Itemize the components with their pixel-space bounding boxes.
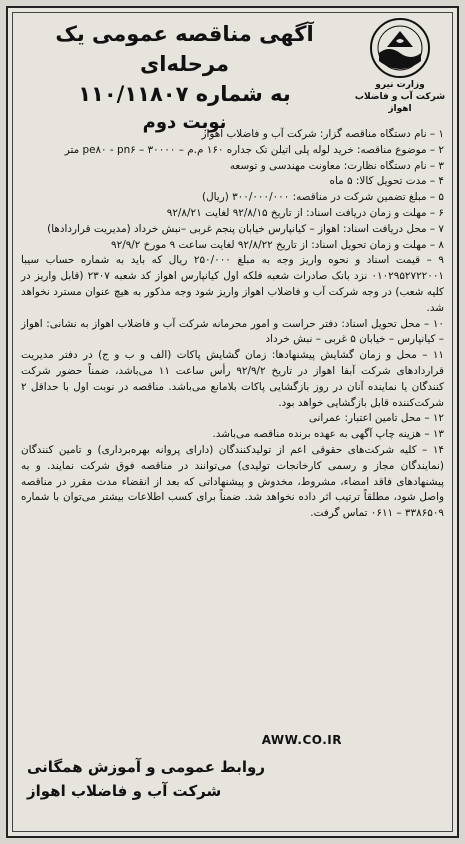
list-item: ۵ – مبلغ تضمین شرکت در مناقصه: ۳۰۰/۰۰۰/۰۰۰ (ریال) xyxy=(202,191,444,204)
list-item: ۷ – محل دریافت اسناد: اهواز – کیانپارس خیابان پنجم غربی –نبش خرداد (مدیریت قراردادها) xyxy=(47,222,444,235)
ministry-name: وزارت نیرو xyxy=(375,80,425,90)
advertisement-page xyxy=(6,6,459,838)
page-title: آگهی مناقصه عمومی یک مرحله‌ای xyxy=(55,22,314,76)
header xyxy=(13,13,452,133)
list-item: ۶ – مهلت و زمان دریافت اسناد: از تاریخ ۹۲/۸/۱۵ لغایت ۹۲/۸/۲۱ xyxy=(166,206,444,219)
company-city: اهواز xyxy=(388,104,412,114)
list-item: ۴ – مدت تحویل کالا: ۵ ماه xyxy=(329,175,444,188)
website-link[interactable]: AWW.CO.IR xyxy=(261,733,342,747)
list-item: ۲ – موضوع مناقصه: خرید لوله پلی اتیلن تک جداره ۱۶۰ م.م – pe۸۰ - pn۶ – ۳۰۰۰۰ متر xyxy=(64,143,444,156)
company-name: شرکت آب و فاضلاب xyxy=(354,92,446,102)
list-item: ۱۱ – محل و زمان گشایش پیشنهادها: زمان گشایش پاکات (الف و ب و ج) در دفتر مدیریت قراردادهای شرکت آبفا اهواز در تاریخ ۹۲/۹/۲ رأس ساعت ۱۱ می‌باشد، ضمناً حضور شرکت کنندگان یا نماینده آنان در روز بازگشایی پاکات بلامانع می‌باشد. مناقصه در نوبت اول با حداقل ۲ شرکت‌کننده قابل بازگشایی خواهد بود. xyxy=(21,349,444,409)
organization-block xyxy=(354,17,446,119)
company-signature: شرکت آب و فاضلاب اهواز xyxy=(27,782,222,800)
list-item: ۱۴ – کلیه شرکت‌های حقوقی اعم از تولیدکنندگان (دارای پروانه بهره‌برداری) و تامین کنندگان (نمایندگان مجاز و رسمی کارخانجات تولیدی) می‌توانند در مناقصه فوق شرکت نمایند. و به پیشنهادهای فاقد امضاء، مشروط، مخدوش و پیشنهاداتی که بعد از انقضاء مدت مقرر در مناقصه واصل شود، مطلقاً ترتیب اثر داده نخواهد شد. ضمناً برای کسب اطلاعات بیشتر می‌توان با شماره ۳۳۸۶۵۰۹ – ۰۶۱۱ تماس گرفت. xyxy=(21,443,444,520)
list-item: ۱۰ – محل تحویل اسناد: دفتر حراست و امور محرمانه شرکت آب و فاضلاب اهواز به نشانی: اهواز – کیانپارس – خیابان ۵ غربی – نبش خرداد xyxy=(21,317,444,346)
round-label: نوبت دوم xyxy=(142,112,227,133)
water-company-logo-icon xyxy=(369,17,431,79)
tender-details xyxy=(21,127,444,522)
advertisement-frame xyxy=(12,12,453,832)
list-item: ۱۳ – هزینه چاپ آگهی به عهده برنده مناقصه می‌باشد. xyxy=(212,428,444,441)
tender-number: به شماره ۱۱۰/۱۱۸۰۷ xyxy=(78,82,291,106)
list-item: ۳ – نام دستگاه نظارت: معاونت مهندسی و توسعه xyxy=(229,159,444,172)
list-item: ۸ – مهلت و زمان تحویل اسناد: از تاریخ ۹۲/۸/۲۲ لغایت ساعت ۹ مورخ ۹۲/۹/۲ xyxy=(111,238,444,251)
signature-block xyxy=(27,755,265,803)
list-item: ۹ – قیمت اسناد و نحوه واریز وجه به مبلغ ۲۵۰/۰۰۰ ریال که باید به شماره حساب سیبا ۰۱۰۲۹۵۲۷۲۲۰۰۱ نزد بانک صادرات شعبه فلکه اول کیانپارس اهواز کد شعبه ۲۳۰۷ (قابل واریز در کلیه شعب) در وجه شرکت آب و فاضلاب اهواز واریز شود وجه مذکور به هیچ عنوان مسترد نخواهد شد. xyxy=(21,254,444,314)
public-relations-label: روابط عمومی و آموزش همگانی xyxy=(27,758,265,776)
footer xyxy=(23,733,442,815)
list-item: ۱ – نام دستگاه مناقصه گزار: شرکت آب و فاضلاب اهواز xyxy=(201,128,444,140)
title-block xyxy=(21,19,348,137)
list-item: ۱۲ – محل تامین اعتبار: عمرانی xyxy=(308,412,444,425)
